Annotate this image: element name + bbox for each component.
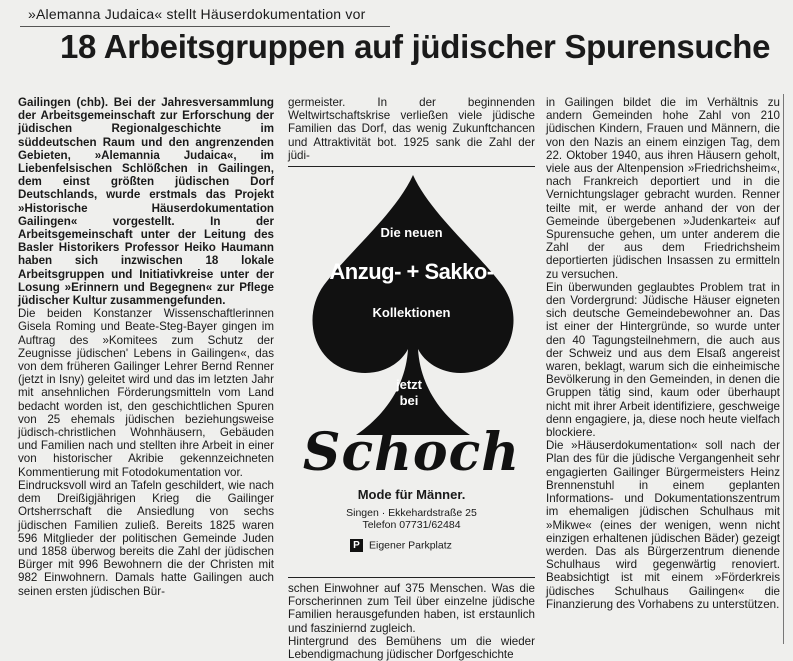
ad-motto: Mode für Männer.: [357, 487, 466, 502]
brand-logo: Schoch: [302, 422, 521, 483]
ad-parking-label: Eigener Parkplatz: [369, 539, 452, 552]
ad-headline: Anzug- + Sakko-: [329, 259, 494, 284]
ad-cta-line-1: jetzt: [396, 377, 422, 392]
ad-phone: Telefon 07731/62484: [362, 519, 461, 531]
ad-intro: Die neuen: [380, 225, 443, 240]
article-column-2-top: [288, 96, 535, 160]
kicker: »Alemanna Judaica« stellt Häuserdokumentation vor: [28, 6, 366, 22]
ad-cta: [396, 377, 422, 409]
article-lead: Gailingen (chb). Bei der Jahresversammlung der Arbeitsgemeinschaft zur Erforschung der jüdischen Regionalgeschichte im süddeutschen Raum und den angrenzenden Gebieten, »Alemannia Judaica«, im Liebenfelsischen Schlößchen in Gailingen, dem einst größten jüdischen Dorf Deutschlands, wurde erstmals das Projekt »Historische Häuserdokumentation Gailingen« vorgestellt. In der Arbeitsgemeinschaft unter der Leitung des Basler Historikers Professor Heiko Haumann haben sich inzwischen 18 lokale Arbeitsgruppen und Initiativkreise unter der Losung »Erinnern und Begegnen« zur Pflege jüdischer Kultur zusammengefunden.: [18, 96, 274, 308]
article-paragraph: in Gailingen bildet die im Verhältnis zu andern Gemeinden hohe Zahl von 210 jüdischen Kindern, Frauen und Männern, die von den Nazis an einem einzigen Tag, dem 22. Oktober 1940, aus ihren Häusern geholt, viele aus der Altenpension »Friedrichsheim«, nach Frankreich deportiert und in die Vernichtungslager gebracht wurden. Renner teilte mit, er werde anhand der von der Gemeinde übergebenen »Judenkartei« auf Spurensuche gehen, um unter anderem die Zahl der aus dem Friedrichsheim deportierten jüdischen Insassen zu ermitteln zu versuchen.: [546, 96, 780, 281]
parking-icon: P: [350, 539, 363, 552]
ad-parking: [350, 539, 452, 552]
article-paragraph: Die beiden Konstanzer Wissenschaftlerinnen Gisela Roming und Beate-Steg-Bayer gingen im Auftrag des »Komitees zum Schutz der Zeugnisse jüdischen' Lebens in Gailingen«, das von dem früheren Gailinger Lehrer Bernd Renner (jetzt in Isny) geleitet wird und das im letzten Jahr mit ansehnlichen Förderungsmitteln vom Land bedacht worden ist, den geschichtlichen Spuren von 25 ehemals jüdischen beziehungsweise jüdisch-christlichen Wohnhäusern, Gebäuden und Familien nach und stellten ihre Arbeit in einer von historischer Akribie gekennzeichneten Kommentierung mit Fotodokumentation vor.: [18, 307, 274, 479]
article-paragraph: germeister. In der beginnenden Weltwirtschaftskrise verließen viele jüdische Familien das Dorf, das wenig Zukunftchancen und Attraktivität bot. 1925 sank die Zahl der jüdi-: [288, 96, 535, 162]
article-column-3: [546, 96, 780, 644]
article-column-2-bottom: [288, 582, 535, 661]
article-paragraph: schen Einwohner auf 375 Menschen. Was die Forscherinnen zum Teil über einzelne jüdische Familien herausgefunden haben, ist erstaunlich und fasziniernd zugleich.: [288, 582, 535, 635]
ad-collections: Kollektionen: [372, 305, 451, 320]
headline: 18 Arbeitsgruppen auf jüdischer Spurensuche: [60, 28, 771, 65]
ad-address: Singen · Ekkehardstraße 25: [346, 507, 477, 519]
ad-cta-line-2: bei: [399, 393, 419, 408]
article-paragraph: Ein überwunden geglaubtes Problem trat in den Vordergrund: Jüdische Häuser eigneten sich deutsche Gemeindebewohner an. Das ist einer der Hintergründe, so wurde unter den 40 Tagungsteilnehmern, die auch aus der Schweiz und aus dem Elsaß angereist waren, beklagt, warum sich die einheimische Bevölkerung in den Gemeinden, in denen die Gruppen tätig sind, kaum oder überhaupt nicht mit ihrer Arbeit identifiziere, geschweige denn engagiere, ja, diese noch heute vielfach blockiere.: [546, 280, 780, 440]
advertisement: [288, 166, 535, 578]
article-paragraph: Hintergrund des Bemühens um die wieder Lebendigmachung jüdischer Dorfgeschichte: [288, 634, 535, 661]
page-edge-rule: [783, 94, 784, 644]
kicker-rule: [20, 26, 390, 27]
article-column-1: [18, 96, 274, 644]
article-paragraph: Die »Häuserdokumentation« soll nach der Plan des für die jüdische Vergangenheit sehr engagierten Gailinger Bürgermeisters Heinz Brennenstuhl in einem geplanten Informations- und Dokumentationszentrum im ehemaligen jüdischen Schulhaus mit »Mikwe« (eines der wenigen, wenn nicht einzigen erhaltenen jüdischen Bäder) gezeigt werden. Das als Bürgerzentrum dienende Schulhaus wird gegenwärtig renoviert. Beabsichtigt ist mit einem »Förderkreis jüdisches Schulhaus Gailingen« die Finanzierung des Vorhabens zu unterstützen.: [546, 439, 780, 611]
article-paragraph: Eindrucksvoll wird an Tafeln geschildert, wie nach dem Dreißigjährigen Krieg die Gailinger Ortsherrschaft die Ansiedlung von sechs jüdischen Familien zuließ. Bereits 1825 waren 596 Mitglieder der politischen Gemeinde Juden und 1858 überwog bereits die Zahl der jüdischen Bürger mit 996 Bewohnern die der Christen mit 982 Einwohnern. Damals hatte Gailingen auch seinen ersten jüdischen Bür-: [18, 478, 274, 598]
